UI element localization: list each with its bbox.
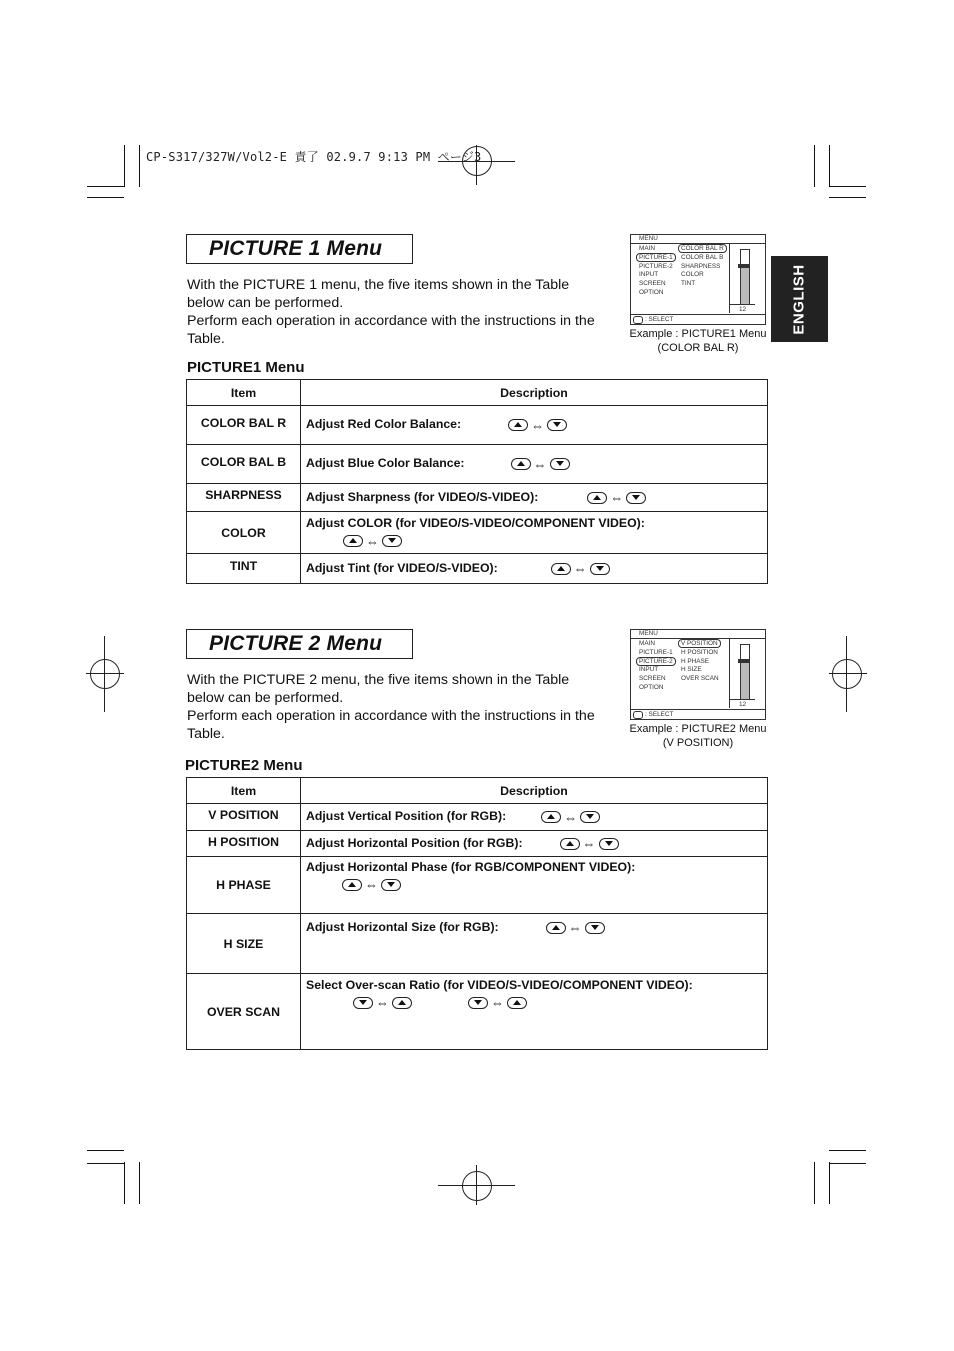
table-cell-item: COLOR BAL R bbox=[187, 406, 301, 445]
caption-line: Example : PICTURE2 Menu bbox=[629, 723, 767, 735]
caption-line: (COLOR BAL R) bbox=[657, 342, 739, 354]
osd-right-item: SHARPNESS bbox=[681, 262, 721, 270]
up-button-icon bbox=[551, 563, 571, 575]
section2-table bbox=[186, 777, 768, 1050]
swap-icon: ⇔ bbox=[491, 995, 504, 1011]
down-button-icon bbox=[550, 458, 570, 470]
down-button-icon bbox=[590, 563, 610, 575]
swap-icon: ⇔ bbox=[610, 490, 624, 506]
down-button-icon bbox=[626, 492, 646, 504]
table-row bbox=[187, 974, 768, 1050]
osd-right-item-selected: V POSITION bbox=[678, 639, 721, 648]
table-cell-item: H SIZE bbox=[187, 914, 301, 974]
down-button-icon bbox=[599, 838, 619, 850]
section2-osd-caption bbox=[623, 722, 773, 750]
swap-icon: ⇔ bbox=[366, 533, 379, 549]
section2-osd-example bbox=[630, 629, 766, 720]
osd-left-item: PICTURE-2 bbox=[639, 262, 673, 270]
table-header-description: Description bbox=[301, 380, 768, 406]
table-header-row bbox=[187, 778, 768, 804]
up-button-icon bbox=[392, 997, 412, 1009]
osd-gauge bbox=[729, 638, 755, 708]
up-down-control bbox=[341, 877, 402, 892]
osd-left-item: PICTURE-1 bbox=[639, 648, 673, 656]
up-button-icon bbox=[511, 458, 531, 470]
section1-intro bbox=[187, 276, 617, 348]
intro-line: Perform each operation in accordance with the instructions in the bbox=[187, 313, 595, 329]
osd-left-item: MAIN bbox=[639, 640, 655, 647]
up-down-control bbox=[550, 561, 611, 576]
osd-left-item: SCREEN bbox=[639, 280, 666, 288]
table-cell-desc bbox=[301, 974, 768, 1050]
section1-title-box bbox=[186, 234, 413, 264]
osd-select-label: : SELECT bbox=[645, 711, 674, 718]
desc-text: Adjust Horizontal Size (for RGB): bbox=[306, 920, 499, 934]
select-icon bbox=[633, 711, 643, 719]
osd-gauge bbox=[729, 243, 755, 313]
desc-text: Adjust Tint (for VIDEO/S-VIDEO): bbox=[306, 560, 498, 575]
desc-text: Adjust Vertical Position (for RGB): bbox=[306, 809, 507, 824]
up-down-control bbox=[507, 417, 568, 432]
down-button-icon bbox=[547, 419, 567, 431]
section1-subheading: PICTURE1 Menu bbox=[187, 359, 305, 376]
section1-title: PICTURE 1 Menu bbox=[209, 237, 383, 260]
osd-select-hint bbox=[631, 709, 765, 719]
intro-line: Table. bbox=[187, 331, 225, 347]
table-cell-desc bbox=[301, 484, 768, 512]
section2-title: PICTURE 2 Menu bbox=[209, 632, 383, 655]
up-button-icon bbox=[342, 879, 362, 891]
osd-left-item-selected: PICTURE-2 bbox=[636, 657, 676, 666]
intro-line: Perform each operation in accordance with the instructions in the bbox=[187, 708, 595, 724]
desc-text: Adjust Blue Color Balance: bbox=[306, 456, 465, 471]
osd-gauge-value: 12 bbox=[730, 304, 755, 314]
osd-right-item: COLOR BAL B bbox=[681, 253, 724, 261]
up-button-icon bbox=[546, 922, 566, 934]
table-row bbox=[187, 445, 768, 484]
intro-line: below can be performed. bbox=[187, 690, 344, 706]
table-cell-item: COLOR bbox=[187, 512, 301, 554]
table-cell-item: COLOR BAL B bbox=[187, 445, 301, 484]
table-cell-desc bbox=[301, 831, 768, 857]
table-cell-item: SHARPNESS bbox=[187, 484, 301, 512]
desc-text: Adjust Red Color Balance: bbox=[306, 417, 462, 432]
down-button-icon bbox=[468, 997, 488, 1009]
table-row bbox=[187, 554, 768, 584]
swap-icon: ⇔ bbox=[582, 836, 596, 852]
table-row bbox=[187, 857, 768, 914]
section2-intro bbox=[187, 671, 617, 743]
osd-left-list bbox=[639, 245, 676, 298]
up-button-icon bbox=[541, 811, 561, 823]
table-cell-item: TINT bbox=[187, 554, 301, 584]
table-cell-item: OVER SCAN bbox=[187, 974, 301, 1050]
language-tab bbox=[771, 256, 828, 342]
down-button-icon bbox=[585, 922, 605, 934]
desc-text: Adjust Horizontal Position (for RGB): bbox=[306, 835, 523, 850]
osd-right-item: TINT bbox=[681, 280, 696, 288]
table-cell-desc bbox=[301, 445, 768, 484]
osd-right-item: COLOR bbox=[681, 271, 704, 279]
table-cell-item: H PHASE bbox=[187, 857, 301, 914]
intro-line: below can be performed. bbox=[187, 295, 344, 311]
intro-line: With the PICTURE 1 menu, the five items shown in the Table bbox=[187, 277, 570, 293]
osd-left-item: OPTION bbox=[639, 288, 664, 296]
swap-icon: ⇔ bbox=[365, 877, 378, 893]
swap-icon: ⇔ bbox=[533, 456, 547, 472]
intro-line: Table. bbox=[187, 726, 225, 742]
osd-select-label: : SELECT bbox=[645, 316, 674, 323]
osd-left-list bbox=[639, 640, 676, 693]
desc-text: Adjust Sharpness (for VIDEO/S-VIDEO): bbox=[306, 489, 539, 504]
table-header-item: Item bbox=[187, 778, 301, 804]
osd-menu-label: MENU bbox=[631, 630, 765, 639]
select-icon bbox=[633, 316, 643, 324]
section1-osd-example bbox=[630, 234, 766, 325]
osd-right-item-selected: COLOR BAL R bbox=[678, 244, 727, 253]
over-scan-controls bbox=[306, 995, 767, 1010]
down-up-control bbox=[352, 995, 413, 1010]
desc-text: Adjust Horizontal Phase (for RGB/COMPONENT VIDEO): bbox=[306, 860, 636, 874]
up-down-control bbox=[342, 533, 403, 548]
osd-gauge-bar bbox=[740, 644, 750, 700]
up-button-icon bbox=[507, 997, 527, 1009]
section2-title-box bbox=[186, 629, 413, 659]
table-cell-item: H POSITION bbox=[187, 831, 301, 857]
osd-menu-label: MENU bbox=[631, 235, 765, 244]
up-down-control bbox=[545, 920, 606, 935]
osd-left-item: MAIN bbox=[639, 245, 655, 252]
osd-left-item-selected: PICTURE-1 bbox=[636, 253, 676, 262]
table-row bbox=[187, 512, 768, 554]
table-cell-desc bbox=[301, 554, 768, 584]
osd-left-item: SCREEN bbox=[639, 675, 666, 683]
osd-right-item: H PHASE bbox=[681, 657, 710, 665]
down-button-icon bbox=[382, 535, 402, 547]
up-button-icon bbox=[508, 419, 528, 431]
up-down-control bbox=[559, 836, 620, 851]
desc-text: Select Over-scan Ratio (for VIDEO/S-VIDEO/COMPONENT VIDEO): bbox=[306, 978, 693, 992]
intro-line: With the PICTURE 2 menu, the five items shown in the Table bbox=[187, 672, 570, 688]
section2-subheading: PICTURE2 Menu bbox=[185, 757, 303, 774]
osd-select-hint bbox=[631, 314, 765, 324]
osd-right-item: H SIZE bbox=[681, 666, 702, 674]
swap-icon: ⇔ bbox=[568, 920, 582, 936]
down-button-icon bbox=[353, 997, 373, 1009]
osd-left-item: INPUT bbox=[639, 666, 659, 674]
up-down-control bbox=[540, 809, 601, 824]
up-down-control bbox=[510, 456, 571, 471]
swap-icon: ⇔ bbox=[573, 561, 587, 577]
section1-table bbox=[186, 379, 768, 584]
caption-line: (V POSITION) bbox=[662, 737, 734, 749]
table-row bbox=[187, 406, 768, 445]
osd-left-item: INPUT bbox=[639, 271, 659, 279]
table-row bbox=[187, 914, 768, 974]
osd-left-item: OPTION bbox=[639, 683, 664, 691]
down-button-icon bbox=[381, 879, 401, 891]
table-cell-desc bbox=[301, 406, 768, 445]
language-tab-label: ENGLISH bbox=[791, 263, 808, 335]
table-cell-item: V POSITION bbox=[187, 804, 301, 831]
section1-osd-caption bbox=[623, 327, 773, 355]
osd-gauge-bar bbox=[740, 249, 750, 305]
up-button-icon bbox=[560, 838, 580, 850]
caption-line: Example : PICTURE1 Menu bbox=[629, 328, 767, 340]
swap-icon: ⇔ bbox=[564, 809, 578, 825]
table-header-description: Description bbox=[301, 778, 768, 804]
swap-icon: ⇔ bbox=[531, 417, 545, 433]
osd-gauge-value: 12 bbox=[730, 699, 755, 709]
up-down-control bbox=[586, 490, 647, 505]
table-header-row bbox=[187, 380, 768, 406]
table-cell-desc bbox=[301, 914, 768, 974]
table-row bbox=[187, 804, 768, 831]
osd-right-item: H POSITION bbox=[681, 648, 718, 656]
print-header: CP-S317/327W/Vol2-E 責了 02.9.7 9:13 PM ページ3 bbox=[146, 150, 482, 164]
up-button-icon bbox=[587, 492, 607, 504]
table-cell-desc bbox=[301, 804, 768, 831]
table-cell-desc bbox=[301, 857, 768, 914]
up-button-icon bbox=[343, 535, 363, 547]
table-header-item: Item bbox=[187, 380, 301, 406]
osd-right-list bbox=[681, 245, 727, 289]
desc-text: Adjust COLOR (for VIDEO/S-VIDEO/COMPONENT VIDEO): bbox=[306, 516, 645, 531]
down-button-icon bbox=[580, 811, 600, 823]
swap-icon: ⇔ bbox=[376, 995, 389, 1011]
table-cell-desc bbox=[301, 512, 768, 554]
table-row bbox=[187, 831, 768, 857]
down-up-control bbox=[467, 995, 528, 1010]
osd-right-item: OVER SCAN bbox=[681, 675, 719, 683]
osd-right-list bbox=[681, 640, 721, 684]
table-row bbox=[187, 484, 768, 512]
